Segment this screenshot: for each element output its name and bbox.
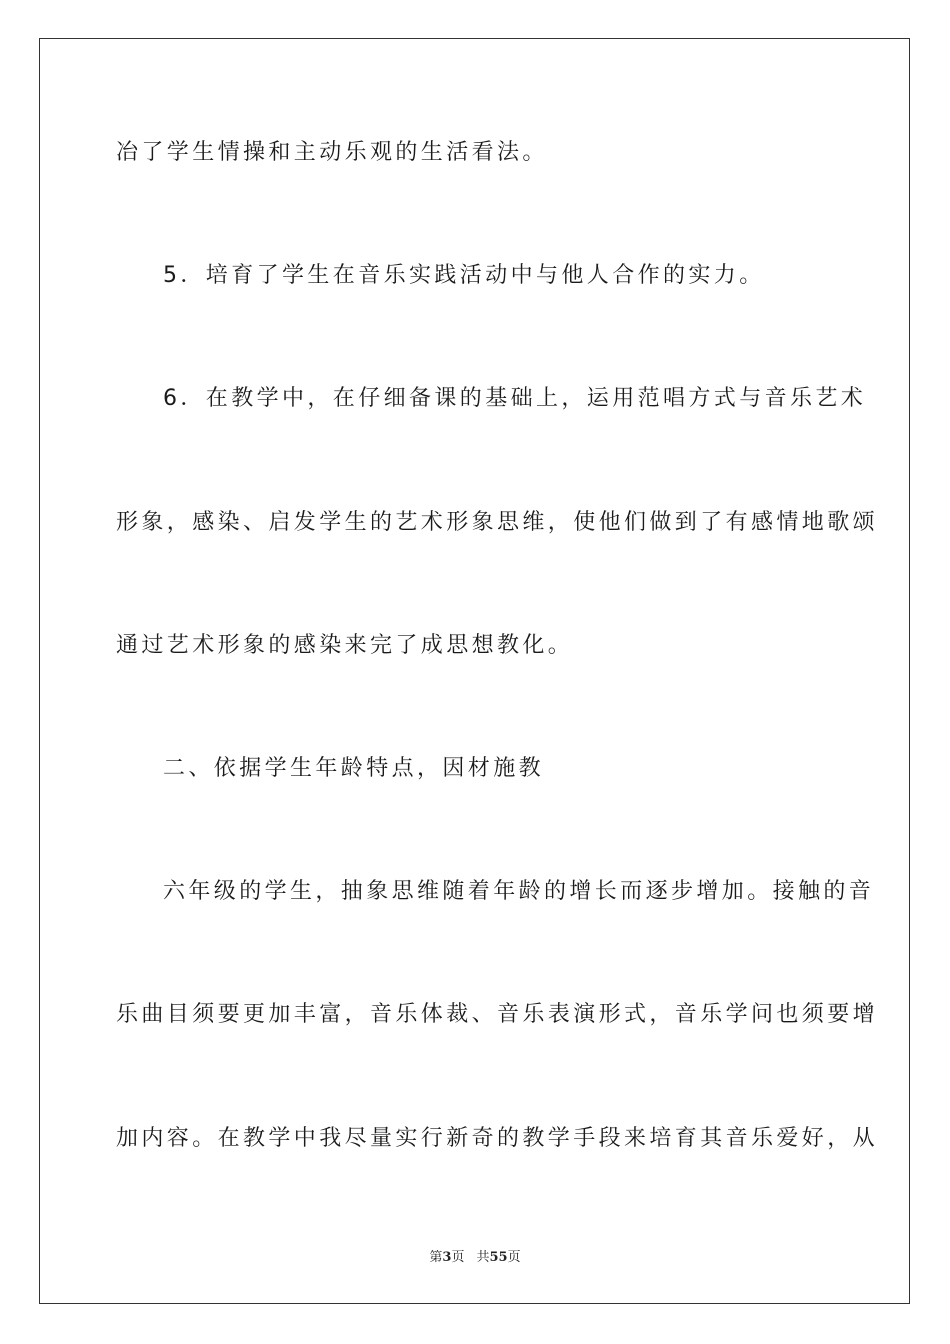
total-pages-number: 55 bbox=[489, 1250, 508, 1265]
text-line-8: 乐曲目须要更加丰富，音乐体裁、音乐表演形式，音乐学问也须要增 bbox=[116, 1002, 879, 1027]
footer-total-prefix: 共 bbox=[476, 1250, 490, 1265]
page-border bbox=[39, 38, 910, 1304]
footer-total-suffix: 页 bbox=[507, 1250, 521, 1265]
text-line-5: 通过艺术形象的感染来完了成思想教化。 bbox=[116, 633, 574, 658]
current-page-number: 3 bbox=[442, 1250, 452, 1265]
section-heading: 二、依据学生年龄特点，因材施教 bbox=[163, 756, 545, 781]
text-line-4: 形象，感染、启发学生的艺术形象思维，使他们做到了有感情地歌颂 bbox=[116, 510, 879, 535]
text-line-2: 5．培育了学生在音乐实践活动中与他人合作的实力。 bbox=[163, 263, 765, 288]
text-line-3: 6．在教学中，在仔细备课的基础上，运用范唱方式与音乐艺术 bbox=[163, 386, 867, 411]
text-line-7: 六年级的学生，抽象思维随着年龄的增长而逐步增加。接触的音 bbox=[163, 879, 875, 904]
text-line-1: 冶了学生情操和主动乐观的生活看法。 bbox=[116, 140, 548, 165]
footer-page-suffix: 页 bbox=[451, 1250, 465, 1265]
footer-prefix: 第 bbox=[429, 1250, 443, 1265]
page-footer bbox=[0, 1246, 950, 1265]
text-line-9: 加内容。在教学中我尽量实行新奇的教学手段来培育其音乐爱好，从 bbox=[116, 1126, 879, 1151]
